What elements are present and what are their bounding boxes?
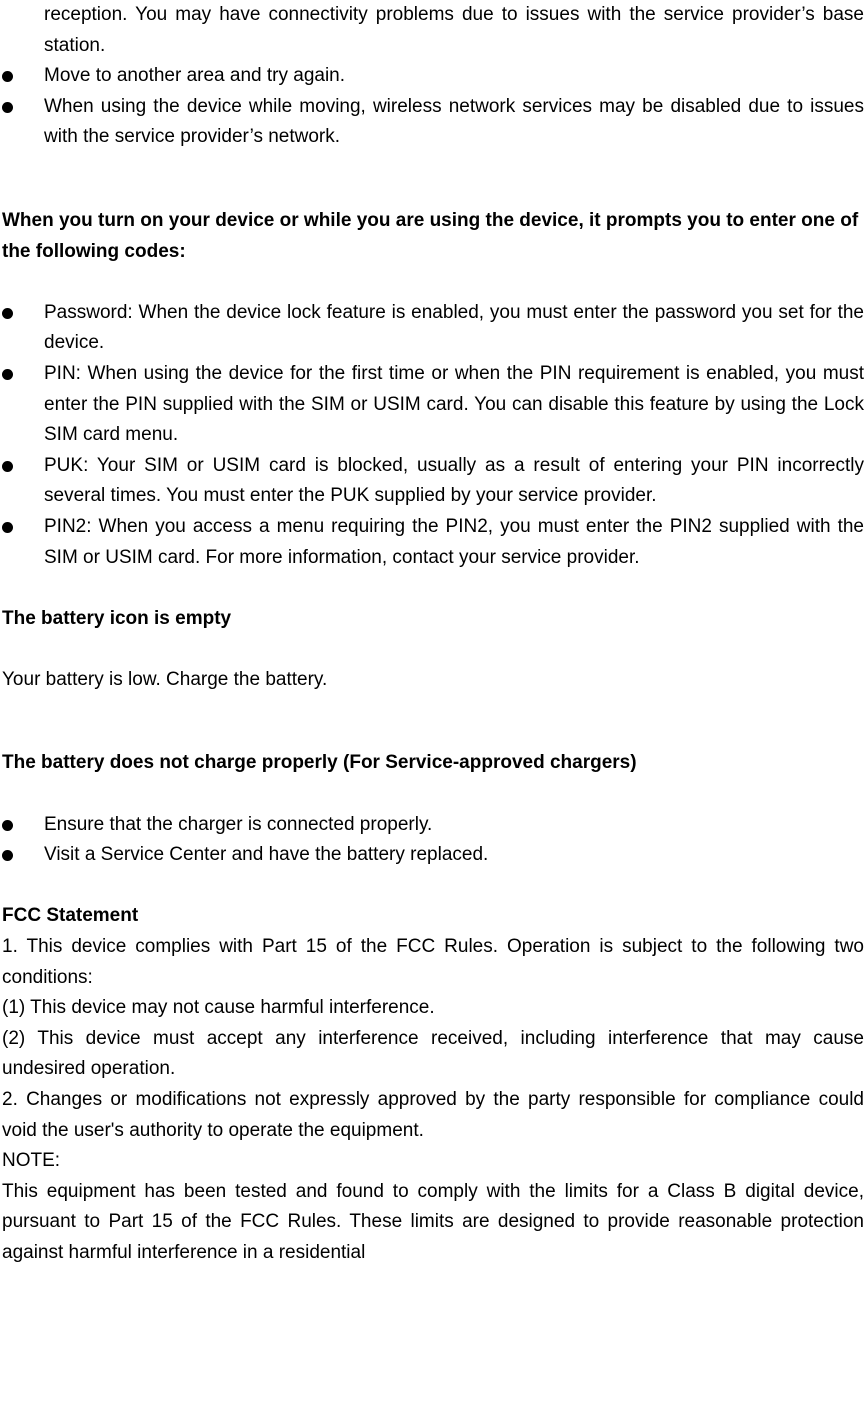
- list-item: [2, 810, 864, 841]
- list-item: [2, 0, 864, 61]
- list-item-text: reception. You may have connectivity problems due to issues with the service provider’s base station.: [44, 4, 864, 56]
- fcc-heading: FCC Statement: [2, 905, 139, 927]
- bullet-icon: [2, 71, 13, 82]
- bullet-icon: [2, 850, 13, 861]
- list-item-text: Move to another area and try again.: [44, 65, 346, 87]
- fcc-note-body: This equipment has been tested and found to comply with the limits for a Class B digital device, pursuant to Part 15 of the FCC Rules. These limits are designed to provide reasonable protection against harmful interference in a residential: [2, 1180, 864, 1263]
- list-item: [2, 451, 864, 512]
- list-item: [2, 61, 864, 92]
- battery-charge-list: [2, 810, 864, 871]
- battery-empty-body: Your battery is low. Charge the battery.: [2, 668, 328, 690]
- list-item: [2, 840, 864, 871]
- list-item-text: Visit a Service Center and have the battery replaced.: [44, 844, 489, 866]
- list-item-text: When using the device while moving, wireless network services may be disabled due to issues with the service provider’s network.: [44, 95, 864, 148]
- list-item-text: PIN: When using the device for the first time or when the PIN requirement is enabled, you must enter the PIN supplied with the SIM or USIM card. You can disable this feature by using the Lock SIM card menu.: [44, 362, 864, 446]
- fcc-note-label: NOTE:: [2, 1150, 61, 1172]
- fcc-line-4: 2. Changes or modifications not expressly approved by the party responsible for compliance could void the user's authority to operate the equipment.: [2, 1089, 864, 1141]
- bullet-icon: [2, 461, 13, 472]
- bullet-icon: [2, 308, 13, 319]
- list-item: [2, 512, 864, 573]
- document-page: [2, 0, 864, 1269]
- codes-heading: When you turn on your device or while you are using the device, it prompts you to enter one of the following codes:: [2, 209, 859, 262]
- battery-charge-heading: The battery does not charge properly (For Service-approved chargers): [2, 752, 637, 774]
- list-item: [2, 298, 864, 359]
- bullet-icon: [2, 820, 13, 831]
- list-item-text: PUK: Your SIM or USIM card is blocked, usually as a result of entering your PIN incorrectly several times. You must enter the PUK supplied by your service provider.: [44, 454, 864, 507]
- fcc-line-3: (2) This device must accept any interference received, including interference that may cause undesired operation.: [2, 1027, 864, 1080]
- bullet-icon: [2, 522, 13, 533]
- bullet-icon: [2, 369, 13, 380]
- list-item: [2, 92, 864, 153]
- bullet-icon: [2, 102, 13, 113]
- fcc-line-2: (1) This device may not cause harmful interference.: [2, 997, 435, 1019]
- fcc-line-1: 1. This device complies with Part 15 of the FCC Rules. Operation is subject to the following two conditions:: [2, 936, 864, 988]
- list-item-text: Password: When the device lock feature is enabled, you must enter the password you set for the device.: [44, 301, 864, 354]
- intro-list: [2, 0, 864, 153]
- battery-empty-heading: The battery icon is empty: [2, 607, 232, 629]
- list-item-text: Ensure that the charger is connected properly.: [44, 813, 433, 835]
- list-item: [2, 359, 864, 451]
- list-item-text: PIN2: When you access a menu requiring the PIN2, you must enter the PIN2 supplied with the SIM or USIM card. For more information, contact your service provider.: [44, 515, 864, 568]
- codes-list: [2, 298, 864, 573]
